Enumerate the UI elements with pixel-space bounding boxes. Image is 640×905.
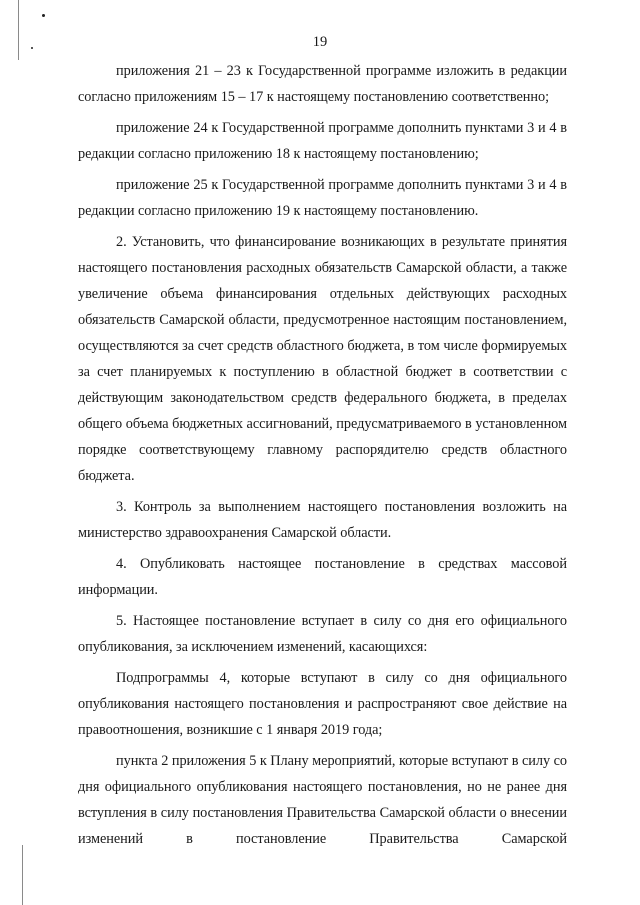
paragraph-item-2-financing: 2. Установить, что финансирование возникающих в результате принятия настоящего постановления расходных обязательств Самарской области, а также увеличение объема финансирования отдельных действующих расходных обязательств Самарской области, предусмотренное настоящим постановлением, осуществляются за счет средств областного бюджета, в том числе формируемых за счет планируемых к поступлению в областной бюджет в соответствии с действующим законодательством средств федерального бюджета, в пределах общего объема бюджетных ассигнований, предусматриваемого в установленном порядке соответствующему главному распорядителю средств областного бюджета. xyxy=(78,234,567,484)
paragraph-item-3-control: 3. Контроль за выполнением настоящего постановления возложить на министерство здравоохранения Самарской области. xyxy=(78,499,567,541)
paragraph-item-2-appendix-5: пункта 2 приложения 5 к Плану мероприятий, которые вступают в силу со дня официального опубликования настоящего постановления, но не ранее дня вступления в силу постановления Правительства Самарской области о внесении изменений в постановление Правительства Самарской xyxy=(78,753,567,847)
paragraph-subprogram-4: Подпрограммы 4, которые вступают в силу со дня официального опубликования настоящего постановления и распространяют свое действие на правоотношения, возникшие с 1 января 2019 года; xyxy=(78,670,567,738)
scan-margin-line xyxy=(18,0,19,60)
paragraph-appendix-25: приложение 25 к Государственной программе дополнить пунктами 3 и 4 в редакции согласно приложению 19 к настоящему постановлению. xyxy=(78,177,567,219)
paragraph-item-4-publish: 4. Опубликовать настоящее постановление в средствах массовой информации. xyxy=(78,556,567,598)
paragraph-appendix-21-23: приложения 21 – 23 к Государственной программе изложить в редакции согласно приложениям 15 – 17 к настоящему постановлению соответственно; xyxy=(78,63,567,105)
paragraph-item-5-entry-into-force: 5. Настоящее постановление вступает в силу со дня его официального опубликования, за исключением изменений, касающихся: xyxy=(78,613,567,655)
scan-speck xyxy=(42,14,45,17)
document-body xyxy=(78,58,567,857)
scan-margin-line xyxy=(22,845,23,905)
page-number: 19 xyxy=(312,34,328,50)
paragraph-appendix-24: приложение 24 к Государственной программе дополнить пунктами 3 и 4 в редакции согласно приложению 18 к настоящему постановлению; xyxy=(78,120,567,162)
